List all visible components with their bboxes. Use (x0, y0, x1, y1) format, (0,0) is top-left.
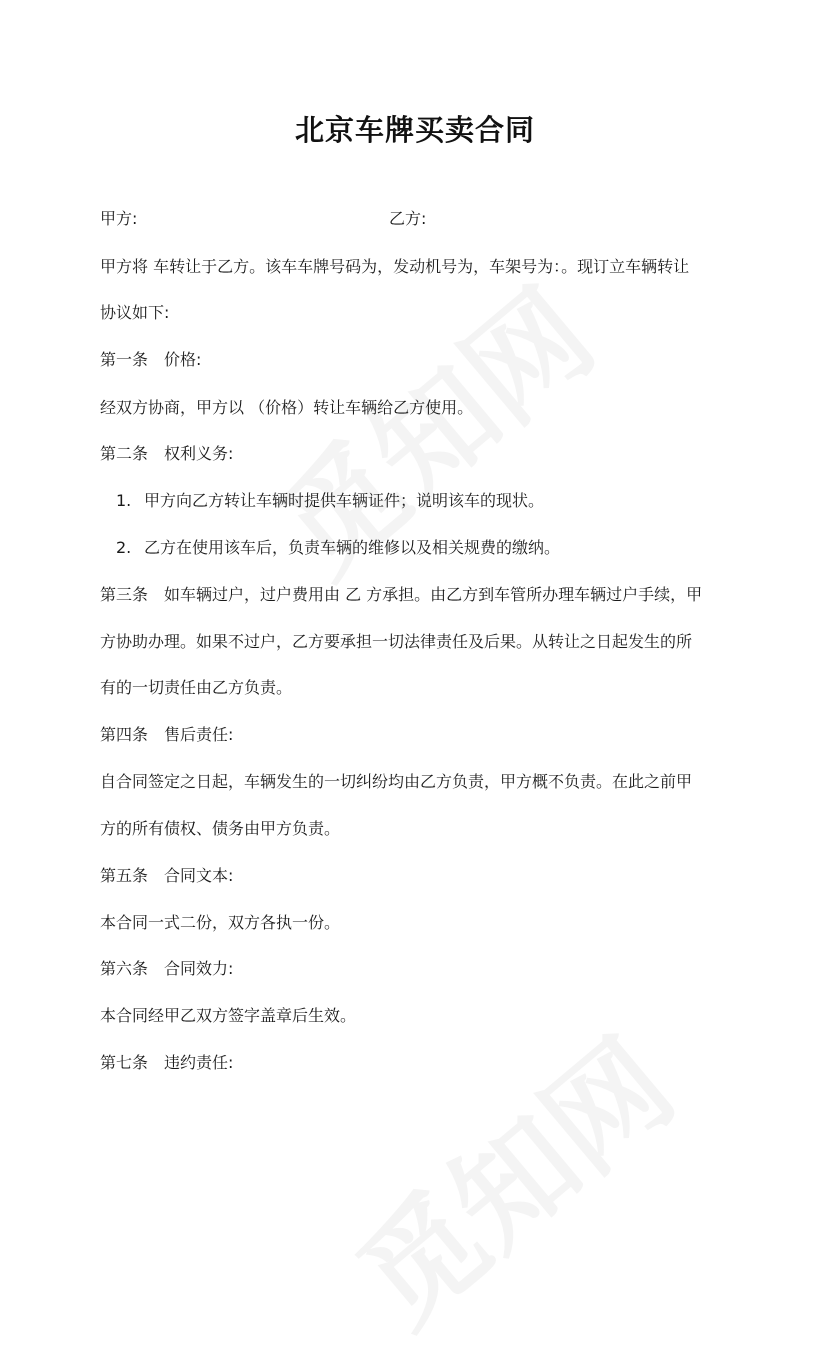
party-a-label: 甲方: (100, 209, 138, 228)
article-body: 经双方协商，甲方以 （价格）转让车辆给乙方使用。 (100, 398, 474, 417)
intro-text: 甲方将 车转让于乙方。该车车牌号码为，发动机号为，车架号为：。现订立车辆转让 (100, 257, 690, 276)
intro-text: 协议如下: (100, 303, 170, 322)
article-body: 方协助办理。如果不过户，乙方要承担一切法律责任及后果。从转让之日起发生的所 (100, 632, 693, 651)
article-body: 第三条 如车辆过户，过户费用由 乙 方承担。由乙方到车管所办理车辆过户手续，甲 (100, 585, 703, 604)
article-heading: 第一条 价格: (100, 350, 202, 369)
list-item-number: 2. (116, 538, 132, 557)
article-body: 本合同一式二份，双方各执一份。 (100, 913, 341, 932)
list-item-number: 1. (116, 491, 132, 510)
watermark (317, 994, 703, 1357)
list-item: 乙方在使用该车后，负责车辆的维修以及相关规费的缴纳。 (144, 538, 561, 557)
article-body: 方的所有债权、债务由甲方负责。 (100, 819, 341, 838)
document-title: 北京车牌买卖合同 (294, 113, 535, 147)
article-heading: 第六条 合同效力: (100, 959, 234, 978)
article-body: 本合同经甲乙双方签字盖章后生效。 (100, 1006, 357, 1025)
article-heading: 第七条 违约责任: (100, 1053, 234, 1072)
article-body: 自合同签定之日起，车辆发生的一切纠纷均由乙方负责，甲方概不负责。在此之前甲 (100, 772, 693, 791)
list-item: 甲方向乙方转让车辆时提供车辆证件；说明该车的现状。 (144, 491, 545, 510)
party-b-label: 乙方: (389, 209, 427, 228)
article-heading: 第二条 权利义务: (100, 444, 234, 463)
article-heading: 第四条 售后责任: (100, 725, 234, 744)
article-heading: 第五条 合同文本: (100, 866, 234, 885)
article-body: 有的一切责任由乙方负责。 (100, 678, 293, 697)
